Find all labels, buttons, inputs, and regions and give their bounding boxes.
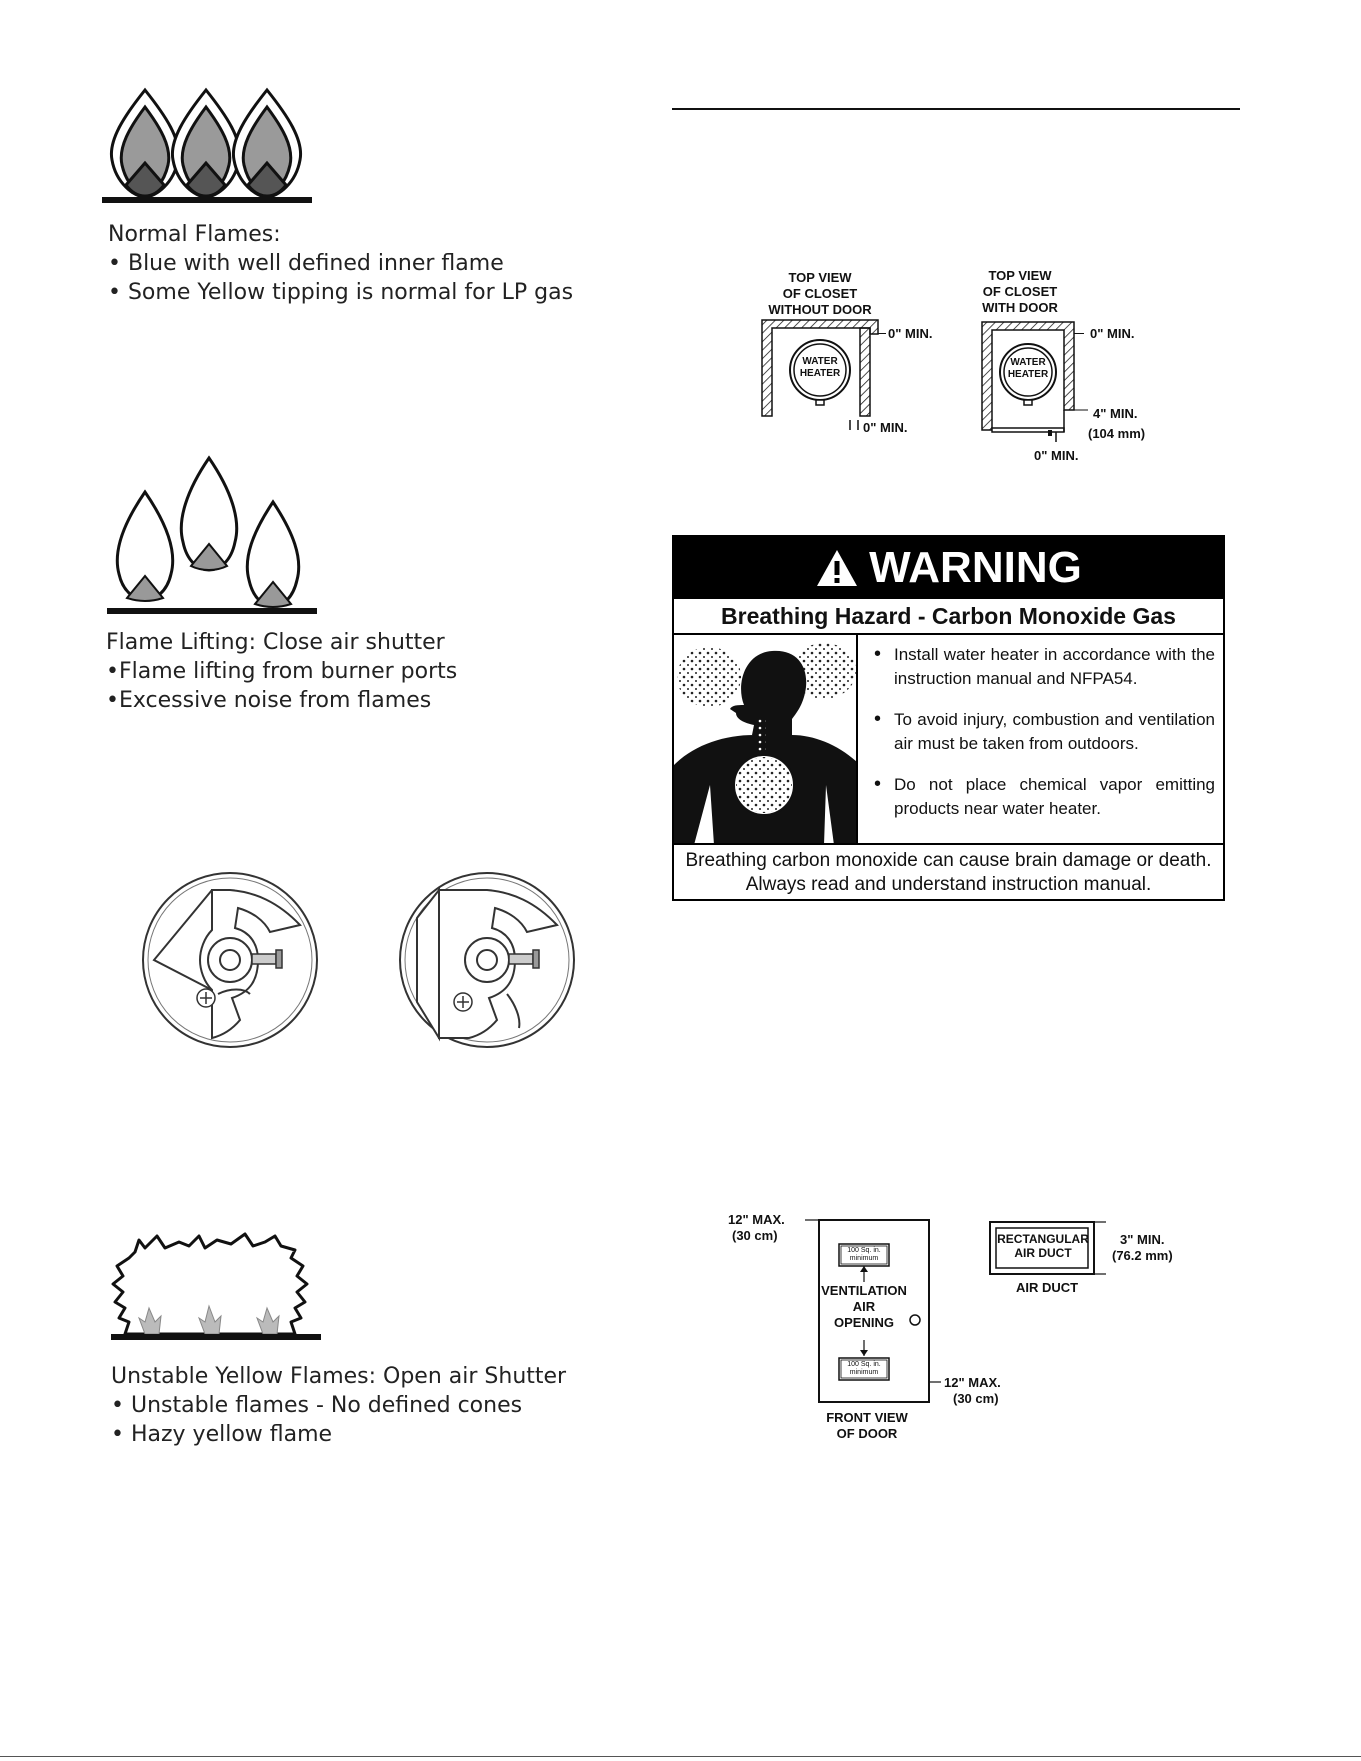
warning-bullet: • To avoid injury, combustion and ventilation air must be taken from outdoors. (870, 708, 1215, 756)
grille-label-line: 100 Sq. in. (847, 1247, 881, 1254)
rectangular-air-duct-label (993, 1232, 1093, 1260)
closet-title-line: TOP VIEW (988, 268, 1052, 283)
warning-header (674, 537, 1223, 599)
unstable-flames-title: Unstable Yellow Flames: Open air Shutter (111, 1364, 567, 1389)
air-shutter-open-illustration (140, 870, 320, 1050)
door-top-max-metric: (30 cm) (732, 1228, 778, 1243)
door-caption-line: FRONT VIEW (826, 1410, 908, 1425)
closet-title-line: WITH DOOR (982, 300, 1058, 315)
section-divider (672, 108, 1240, 110)
opening-line: OPENING (834, 1315, 894, 1330)
warning-bullet: • Install water heater in accordance with the instruction manual and NFPA54. (870, 643, 1215, 691)
closet-without-door-side-clearance: 0" MIN. (888, 326, 933, 341)
closet-with-door-title (960, 268, 1080, 316)
warning-heading: WARNING (869, 543, 1082, 592)
door-top-max: 12" MAX. (728, 1212, 785, 1227)
closet-title-line: WITHOUT DOOR (768, 302, 872, 317)
opening-line: AIR (852, 1299, 876, 1314)
closet-without-door-heater-label (790, 356, 850, 380)
leader-line (1074, 333, 1084, 334)
closet-with-door-heater-label (998, 357, 1058, 381)
warning-bullet: • Do not place chemical vapor emitting products near water heater. (870, 773, 1215, 821)
ventilation-opening-label (814, 1283, 914, 1331)
flame-lifting-bullet: •Excessive noise from flames (106, 688, 432, 713)
normal-flames-title: Normal Flames: (108, 222, 281, 247)
unstable-flames-bullet: • Hazy yellow flame (111, 1422, 333, 1447)
flame-lifting-title: Flame Lifting: Close air shutter (106, 630, 445, 655)
grille-label-line: minimum (849, 1255, 879, 1262)
heater-line: HEATER (1007, 369, 1049, 380)
closet-with-door-door-clearance: 4" MIN. (1093, 406, 1138, 421)
warning-triangle-icon (815, 548, 859, 588)
grille-label-line: minimum (849, 1369, 879, 1376)
co-warning-label (672, 535, 1225, 901)
warning-bullets (870, 643, 1215, 838)
duct-label-line: RECTANGULAR (997, 1232, 1089, 1246)
warning-subheading: Breathing Hazard - Carbon Monoxide Gas (674, 599, 1223, 635)
closet-title-line: OF CLOSET (782, 286, 858, 301)
flame-lifting-bullet: •Flame lifting from burner ports (106, 659, 458, 684)
door-bottom-max-metric: (30 cm) (953, 1391, 999, 1406)
closet-without-door-front-clearance: 0" MIN. (863, 420, 908, 435)
duct-min: 3" MIN. (1120, 1232, 1165, 1247)
duct-label-line: AIR DUCT (1014, 1246, 1072, 1260)
normal-flames-illustration (100, 85, 320, 205)
normal-flames-caption (108, 220, 573, 307)
door-bottom-grille-label (839, 1361, 889, 1377)
grille-label-line: 100 Sq. in. (847, 1361, 881, 1368)
heater-line: WATER (1010, 357, 1046, 368)
unstable-flames-illustration (105, 1222, 335, 1352)
closet-with-door-front-clearance: 0" MIN. (1034, 448, 1079, 463)
co-inhalation-pictogram (674, 635, 858, 843)
door-caption-line: OF DOOR (836, 1426, 898, 1441)
air-shutter-closed-illustration (397, 870, 577, 1050)
opening-line: VENTILATION (821, 1283, 907, 1298)
unstable-flames-caption (111, 1362, 566, 1449)
page-bottom-rule (0, 1756, 1361, 1757)
flame-lifting-illustration (105, 452, 325, 617)
normal-flames-bullet: • Blue with well defined inner flame (108, 251, 504, 276)
heater-line: WATER (802, 356, 838, 367)
flame-lifting-caption (106, 628, 457, 715)
closet-with-door-door-clearance-metric: (104 mm) (1088, 426, 1146, 441)
closet-title-line: TOP VIEW (788, 270, 852, 285)
warning-footer: Breathing carbon monoxide can cause brain damage or death. Always read and understand instruction manual. (685, 850, 1212, 895)
unstable-flames-bullet: • Unstable flames - No defined cones (111, 1393, 523, 1418)
heater-line: HEATER (799, 368, 841, 379)
door-caption (807, 1410, 927, 1442)
door-top-grille-label (839, 1247, 889, 1263)
closet-title-line: OF CLOSET (982, 284, 1058, 299)
duct-caption: AIR DUCT (1016, 1280, 1079, 1295)
warning-body (674, 635, 1223, 845)
normal-flames-bullet: • Some Yellow tipping is normal for LP gas (108, 280, 574, 305)
closet-with-door-side-clearance: 0" MIN. (1090, 326, 1135, 341)
door-bottom-max: 12" MAX. (944, 1375, 1001, 1390)
leader-line (878, 333, 886, 334)
closet-without-door-title (755, 270, 885, 318)
duct-min-metric: (76.2 mm) (1112, 1248, 1173, 1263)
